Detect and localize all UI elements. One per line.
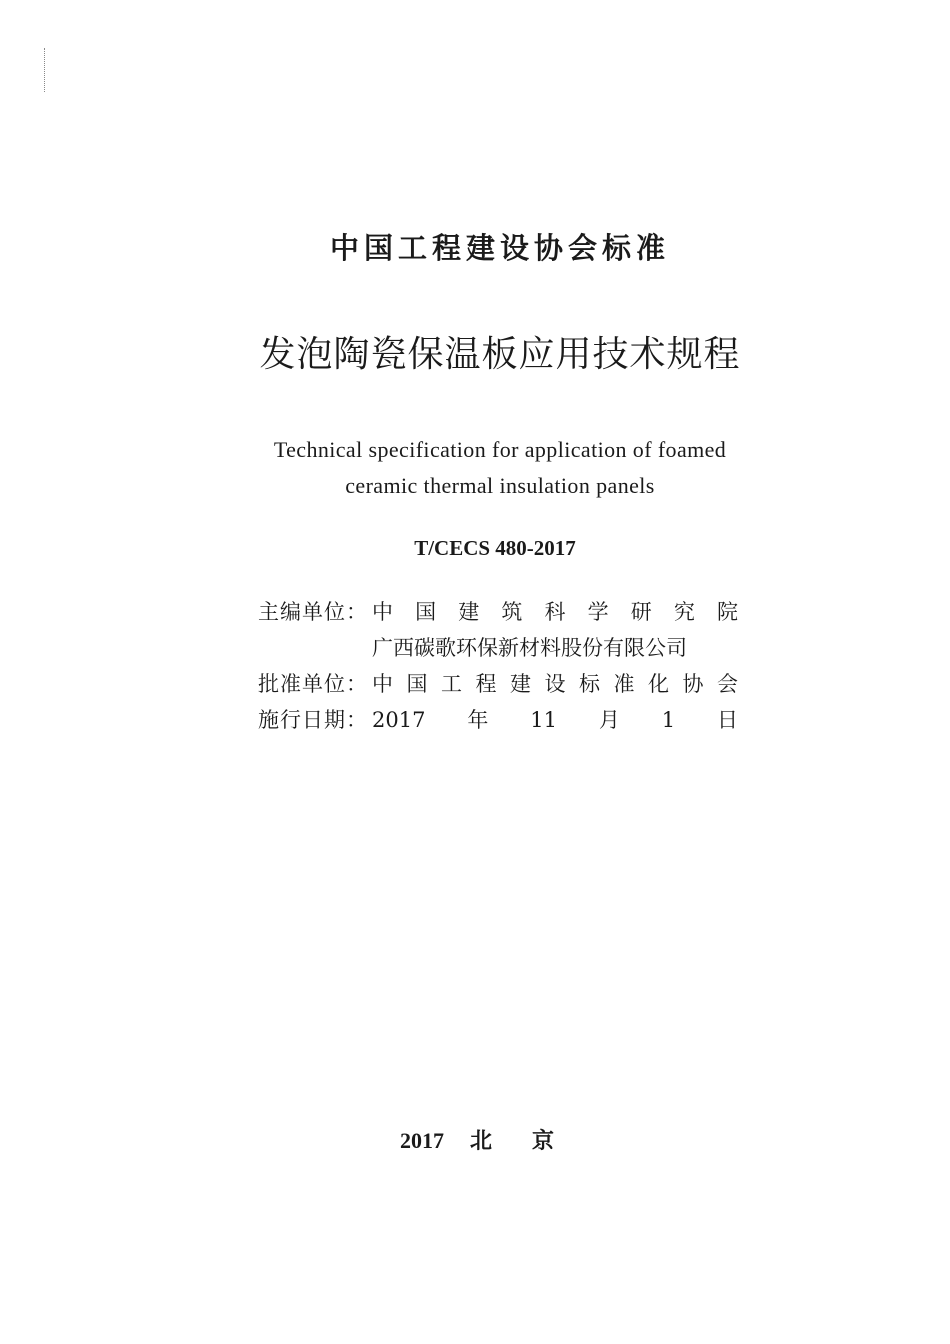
editor-primary: 中国建筑科学研究院 — [372, 600, 738, 624]
approver-value: 中国工程建设标准化协会 — [372, 672, 738, 696]
effective-date-label: 施行日期： — [258, 708, 368, 732]
title-english-line-1: Technical specification for application of foamed — [273, 437, 727, 462]
publication-place — [400, 1124, 594, 1155]
publication-year: 2017 — [400, 1128, 444, 1153]
title-chinese: 发泡陶瓷保温板应用技术规程 — [259, 334, 741, 375]
scan-margin-marks — [44, 48, 51, 92]
editor-secondary: 广西碳歌环保新材料股份有限公司 — [372, 636, 687, 660]
title-english — [0, 432, 950, 504]
effective-date-value: 2017年11月1日 — [372, 708, 738, 732]
publication-info — [258, 593, 738, 737]
editor-row — [258, 593, 738, 629]
approver-label: 批准单位： — [258, 672, 368, 696]
publication-city: 北京 — [470, 1129, 595, 1154]
editor-row-2 — [258, 629, 738, 665]
standard-series: 中国工程建设协会标准 — [329, 231, 670, 265]
editor-label: 主编单位： — [258, 600, 368, 624]
effective-date-row — [258, 701, 738, 737]
title-english-line-2: ceramic thermal insulation panels — [345, 473, 655, 498]
standard-code: T/CECS 480-2017 — [414, 536, 576, 560]
approver-row — [258, 665, 738, 701]
